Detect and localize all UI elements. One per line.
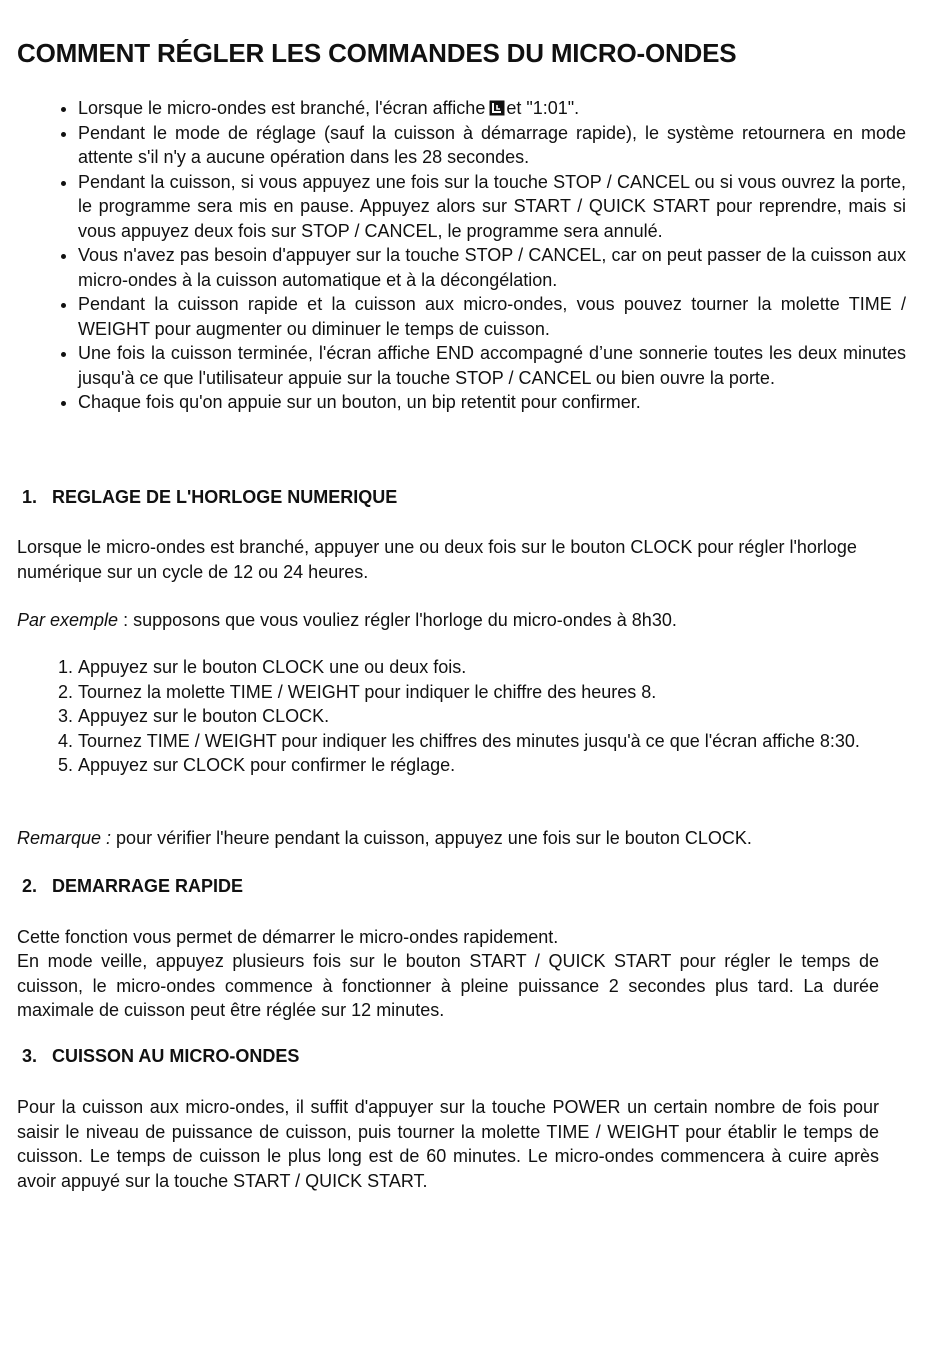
list-item [78,96,906,121]
section-number: 1. [22,487,38,507]
section-number: 2. [22,876,38,896]
list-item: • Chaque fois qu'on appuie sur un bouton, un bip retentit pour confirmer. [78,390,906,415]
example-label: Par exemple [17,610,119,630]
microwave-body: Pour la cuisson aux micro-ondes, il suffit d'appuyer sur la touche POWER un certain nombre de fois pour saisir le niveau de puissance de cuisson, puis tourner la molette TIME / WEIGHT pour établir le temps de cuisson. Le temps de cuisson le plus long est de 60 minutes. Le micro-ondes commencera à cuire après avoir appuyé sur la touche START / QUICK START. [17,1097,879,1191]
example-text: : supposons que vous vouliez régler l'horloge du micro-ondes à 8h30. [118,610,677,630]
quick-start-line: Cette fonction vous permet de démarrer le micro-ondes rapidement. [17,927,559,947]
quick-start-body: En mode veille, appuyez plusieurs fois sur le bouton START / QUICK START pour régler le temps de cuisson, le micro-ondes commence à fonctionner à pleine puissance 2 secondes plus tard. La durée maximale de cuisson peut être réglée sur 12 minutes. [17,951,879,1020]
list-item: • Pendant la cuisson, si vous appuyez une fois sur la touche STOP / CANCEL ou si vous ouvrez la porte, le programme sera mis en pause. Appuyez alors sur START / QUICK START pour reprendre, mais si vous appuyez deux fois sur STOP / CANCEL, le programme sera annulé. [78,170,906,244]
note-text: pour vérifier l'heure pendant la cuisson, appuyez une fois sur le bouton CLOCK. [111,828,752,848]
note-label: Remarque : [17,828,112,848]
list-item: 5. Appuyez sur CLOCK pour confirmer le réglage. [78,753,878,778]
list-item: • Pendant le mode de réglage (sauf la cuisson à démarrage rapide), le système retournera en mode attente s'il n'y a aucune opération dans les 28 secondes. [78,121,906,170]
example-line [17,608,879,633]
section-number: 3. [22,1046,38,1066]
page-title: COMMENT RÉGLER LES COMMANDES DU MICRO-ONDES [17,38,737,68]
section-heading-clock [22,487,397,508]
list-item: 2. Tournez la molette TIME / WEIGHT pour indiquer le chiffre des heures 8. [78,680,878,705]
bullet-text: Lorsque le micro-ondes est branché, l'écran affiche [78,98,486,118]
section-heading-microwave [22,1046,299,1067]
list-item: 1. Appuyez sur le bouton CLOCK une ou deux fois. [78,655,878,680]
section-title: CUISSON AU MICRO-ONDES [52,1046,300,1066]
clock-intro: Lorsque le micro-ondes est branché, appuyer une ou deux fois sur le bouton CLOCK pour régler l'horloge numérique sur un cycle de 12 ou 24 heures. [17,537,857,582]
list-item: • Vous n'avez pas besoin d'appuyer sur la touche STOP / CANCEL, car on peut passer de la cuisson aux micro-ondes à la cuisson automatique et à la décongélation. [78,243,906,292]
list-item: 3. Appuyez sur le bouton CLOCK. [78,704,878,729]
section-heading-quick-start [22,876,243,897]
bullet-text: et "1:01". [506,98,580,118]
clock-display-icon [489,100,505,116]
list-item: • Pendant la cuisson rapide et la cuisson aux micro-ondes, vous pouvez tourner la molette TIME / WEIGHT pour augmenter ou diminuer le temps de cuisson. [78,292,906,341]
list-item: • Une fois la cuisson terminée, l'écran affiche END accompagné d’une sonnerie toutes les deux minutes jusqu'à ce que l'utilisateur appuie sur la touche STOP / CANCEL ou bien ouvre la porte. [78,341,906,390]
list-item: 4. Tournez TIME / WEIGHT pour indiquer les chiffres des minutes jusqu'à ce que l'écran affiche 8:30. [78,729,878,754]
section-title: DEMARRAGE RAPIDE [52,876,244,896]
clock-note [17,826,879,851]
clock-steps-list [50,655,878,778]
section-title: REGLAGE DE L'HORLOGE NUMERIQUE [52,487,398,507]
instructions-list [50,96,906,415]
